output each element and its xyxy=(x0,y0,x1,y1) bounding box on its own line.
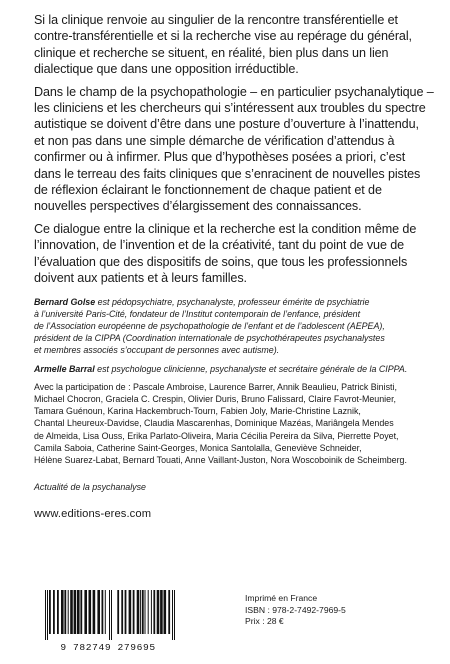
contributors-list xyxy=(34,381,424,466)
text-line: et non pas dans une simple démarche de vérification d’attendus à xyxy=(34,133,395,148)
text-line: l’évaluation que des dispositifs de soins, que tous les professionnels xyxy=(34,254,408,269)
blurb-paragraph xyxy=(34,221,424,287)
text-line: dans le terreau des faits cliniques que s’enracinent de nouvelles pistes xyxy=(34,166,421,181)
barcode-bar xyxy=(109,590,110,640)
author-bio-text: est psychologue clinicienne, psychanalyste et secrétaire générale de la CIPPA. xyxy=(94,363,408,374)
barcode-bar xyxy=(49,590,51,634)
blurb-paragraph xyxy=(34,12,424,78)
barcode-bar xyxy=(61,590,64,634)
contributors-line: de Almeida, Lisa Ouss, Erika Parlato-Oliveira, Maria Cécilia Pereira da Silva, Pierrette Poyet, xyxy=(34,430,399,441)
contributors-line: Tamara Guénoun, Karina Hackembruch-Tourn, Fabien Joly, Marie-Christine Laznik, xyxy=(34,406,361,417)
author-bio-line xyxy=(34,363,424,375)
barcode-bar xyxy=(64,590,66,634)
cover-footer xyxy=(34,588,434,658)
text-line: doivent aux patients et à leurs familles. xyxy=(34,271,247,286)
author-bio-line: de l’Association européenne de psychopathologie de l’enfant et de l’adolescent (AEPEA), xyxy=(34,320,385,331)
text-line: Ce dialogue entre la clinique et la recherche est la condition même de xyxy=(34,221,417,236)
text-line: dialectique que dans une opposition irréductible. xyxy=(34,62,299,77)
barcode-bar xyxy=(133,590,135,634)
barcode-bar xyxy=(77,590,80,634)
barcode-bar xyxy=(174,590,175,640)
barcode-bar xyxy=(142,590,144,634)
text-line: autistique se doivent d’être dans une posture d’ouverture à l’inattendu, xyxy=(34,117,419,132)
text-line: confirmer ou à infirmer. Plus que d’hypothèses posées a priori, c’est xyxy=(34,150,406,165)
author-bio xyxy=(34,363,424,375)
isbn-number: ISBN : 978-2-7492-7969-5 xyxy=(245,604,346,615)
barcode-bar xyxy=(47,590,48,640)
author-bios xyxy=(34,296,424,375)
barcode-bar xyxy=(160,590,163,634)
author-bio xyxy=(34,296,424,357)
contributors-line: Camila Saboia, Catherine Saint-Georges, Monica Santolalla, Geneviève Schneider, xyxy=(34,442,362,453)
author-bio-line: à l’université Paris-Cité, fondateur de l’Institut contemporain de l’enfance, président xyxy=(34,308,361,319)
barcode-bar xyxy=(84,590,87,634)
text-line: les cliniciens et les chercheurs qui s’intéressent aux troubles du spectre xyxy=(34,101,426,116)
barcode-bar xyxy=(53,590,55,634)
collection-name: Actualité de la psychanalyse xyxy=(34,482,146,493)
contributors-line: Hélène Suarez-Labat, Bernard Touati, Anne Vaillant-Juston, Nora Woscoboinik de Scheimberg. xyxy=(34,454,407,465)
text-line: l’innovation, de l’invention et de la créativité, tant du point de vue de xyxy=(34,238,405,253)
author-name: Armelle Barral xyxy=(34,363,95,374)
barcode-bar xyxy=(148,590,149,634)
author-bio-text: est pédopsychiatre, psychanalyste, professeur émérite de psychiatrie xyxy=(95,296,370,307)
barcode-bar xyxy=(172,590,173,640)
barcode-bar xyxy=(151,590,152,634)
barcode-bar xyxy=(74,590,77,634)
barcode-bar xyxy=(157,590,160,634)
barcode-bar xyxy=(68,590,69,634)
text-line: clinique et recherche se situent, en réalité, bien plus dans un lien xyxy=(34,45,389,60)
barcode-bar xyxy=(45,590,46,640)
barcode-bar xyxy=(57,590,59,634)
blurb-paragraph xyxy=(34,84,434,215)
barcode-bar xyxy=(153,590,155,634)
publisher-website: www.editions-eres.com xyxy=(34,508,152,521)
barcode-bar xyxy=(168,590,170,634)
barcode-bar xyxy=(102,590,104,634)
isbn-barcode xyxy=(34,588,182,652)
barcode-bar xyxy=(121,590,123,634)
author-bio-line xyxy=(34,296,424,308)
barcode-bar xyxy=(164,590,167,634)
text-line: nouvelles perspectives d’élargissement des connaissances. xyxy=(34,199,362,214)
text-line: Dans le champ de la psychopathologie – en particulier psychanalytique – xyxy=(34,84,434,99)
barcode-bar xyxy=(137,590,140,634)
barcode-bar xyxy=(93,590,96,634)
barcode-bar xyxy=(140,590,141,634)
text-line: de réflexion éclairant le fonctionnement de chaque patient et de xyxy=(34,183,382,198)
barcode-bar xyxy=(105,590,106,634)
barcode-bar xyxy=(97,590,100,634)
blurb xyxy=(34,12,434,287)
text-line: Si la clinique renvoie au singulier de la rencontre transférentielle et xyxy=(34,13,398,27)
author-bio-line: et membres associés s’occupant de personnes avec autisme). xyxy=(34,345,280,356)
barcode-bar xyxy=(111,590,112,640)
contributors-line: Avec la participation de : Pascale Ambroise, Laurence Barrer, Annik Beaulieu, Patrick Binisti, xyxy=(34,381,397,392)
author-name: Bernard Golse xyxy=(34,296,96,307)
contributors-line: Michael Chocron, Graciela C. Crespin, Olivier Duris, Bruno Falissard, Claire Favrot-Meunier, xyxy=(34,393,397,404)
barcode-bar xyxy=(129,590,132,634)
author-bio-line: président de la CIPPA (Coordination internationale de psychothérapeutes psychanalystes xyxy=(34,333,385,344)
barcode-bar xyxy=(145,590,146,634)
barcode-bar xyxy=(70,590,73,634)
publication-info xyxy=(245,593,346,628)
barcode-bar xyxy=(117,590,119,634)
barcode-bar xyxy=(125,590,127,634)
barcode-digits: 9 782749 279695 xyxy=(60,642,156,652)
printed-in: Imprimé en France xyxy=(245,593,318,603)
barcode-bar xyxy=(80,590,82,634)
price: Prix : 28 € xyxy=(245,616,284,627)
contributors-line: Chantal Lheureux-Davidse, Claudia Mascarenhas, Dominique Mazéas, Mariângela Mendes xyxy=(34,418,394,429)
text-line: contre-transférentielle et si la recherche vise au repérage du général, xyxy=(34,29,412,44)
barcode-bar xyxy=(89,590,92,634)
